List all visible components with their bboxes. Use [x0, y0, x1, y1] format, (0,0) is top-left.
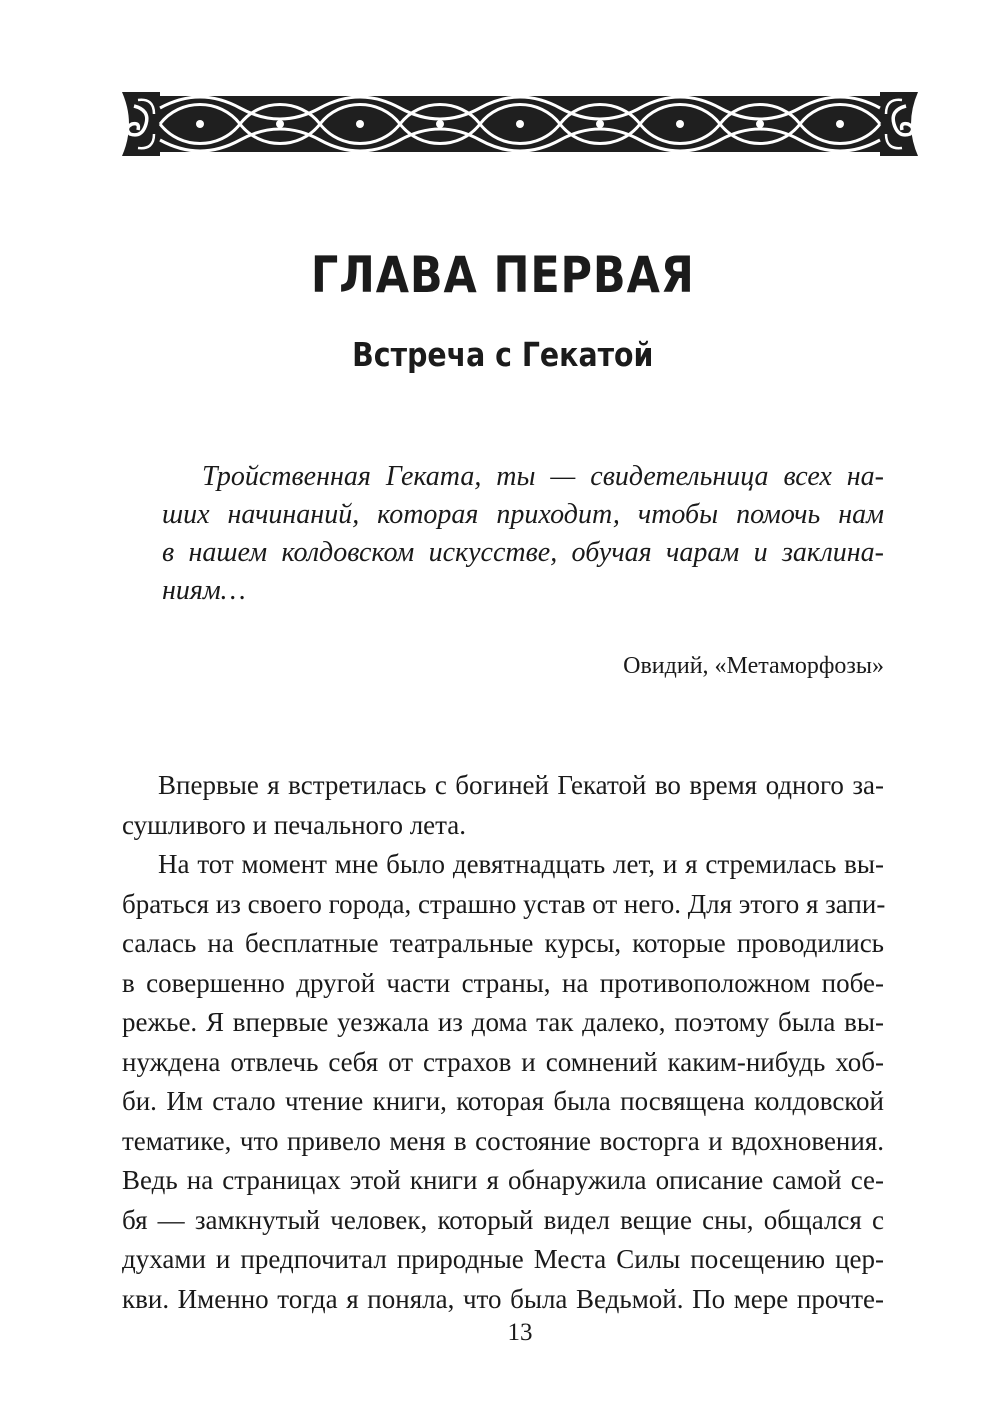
epigraph-line: ших начинаний, которая приходит, чтобы помочь нам	[162, 499, 884, 530]
paragraph-line: сушливого и печального лета.	[122, 809, 467, 840]
paragraph-line: в совершенно другой части страны, на противоположном побе-	[122, 967, 884, 998]
epigraph-line: ниям…	[162, 575, 246, 606]
paragraph-line: би. Им стало чтение книги, которая была посвящена колдовской	[122, 1086, 884, 1116]
paragraph-line: Впервые я встретилась с богиней Гекатой во время одного за-	[158, 770, 884, 800]
paragraph-line: тематике, что привело меня в состояние восторга и вдохновения.	[122, 1125, 884, 1156]
paragraph-line: Ведь на страницах этой книги я обнаружила описание самой се-	[122, 1165, 884, 1195]
chapter-subtitle: Встреча с Гекатой	[352, 335, 654, 374]
paragraph-line: бя — замкнутый человек, который видел вещие сны, общался с	[122, 1204, 884, 1235]
paragraph-line: кви. Именно тогда я поняла, что была Ведьмой. По мере прочте-	[122, 1283, 884, 1314]
celtic-knot-border-icon	[120, 88, 920, 160]
paragraph-line: браться из своего города, страшно устав от него. Для этого я запи-	[122, 888, 886, 919]
paragraph-line: нуждена отвлечь себя от страхов и сомнений каким-нибудь хоб-	[122, 1046, 884, 1077]
paragraph-line: режье. Я впервые уезжала из дома так далеко, поэтому была вы-	[122, 1007, 884, 1037]
paragraph-line: духами и предпочитал природные Места Силы посещению цер-	[122, 1244, 884, 1274]
epigraph-attribution: Овидий, «Метаморфозы»	[623, 653, 884, 679]
page-number: 13	[507, 1319, 533, 1346]
epigraph-line: Тройственная Геката, ты — свидетельница всех на-	[202, 461, 884, 492]
chapter-title: ГЛАВА ПЕРВАЯ	[310, 246, 695, 304]
epigraph	[162, 458, 884, 610]
body-text	[122, 766, 884, 1319]
paragraph-line: На тот момент мне было девятнадцать лет, и я стремилась вы-	[158, 849, 884, 879]
epigraph-line: в нашем колдовском искусстве, обучая чарам и заклина-	[162, 537, 884, 568]
paragraph-line: салась на бесплатные театральные курсы, которые проводились	[122, 928, 884, 958]
